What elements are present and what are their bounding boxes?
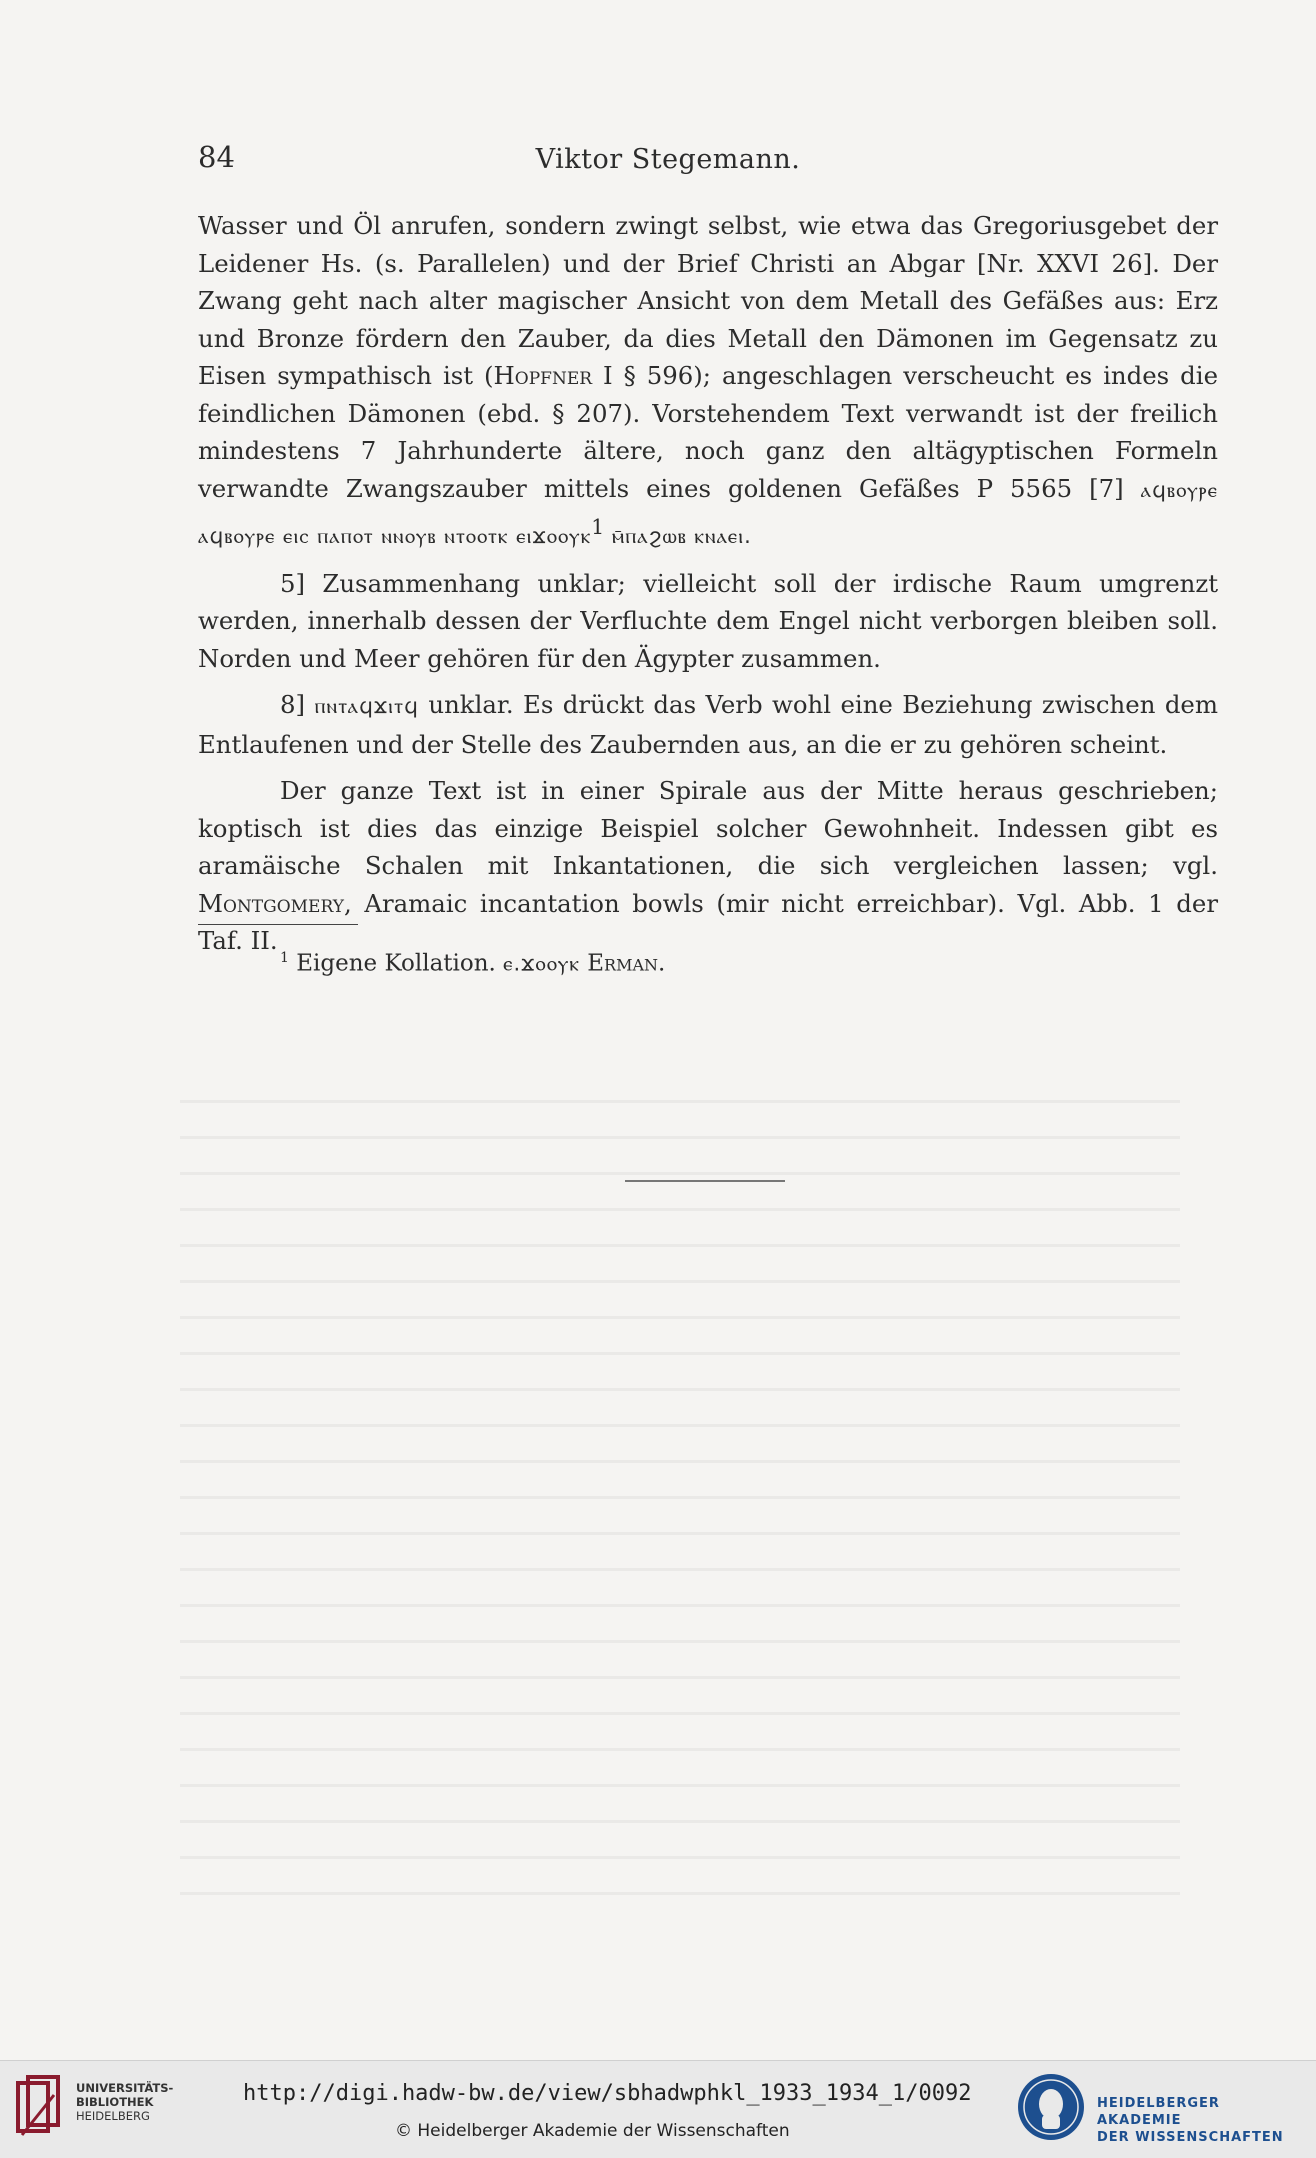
paragraph-1: [198, 207, 1218, 556]
permalink-url[interactable]: http://digi.hadw-bw.de/view/sbhadwphkl_1933_1934_1/0092: [243, 2081, 972, 2106]
p3-text: unklar. Es drückt das Verb wohl eine Beziehung zwischen dem Entlaufenen und der Stelle des Zaubernden aus, an die er zu gehören scheint.: [198, 690, 1218, 759]
ub-line-1: UNIVERSITÄTS-: [76, 2081, 174, 2095]
coptic-quote-end: ⲙ̄ⲡⲁϩⲱⲃ ⲕⲛⲁⲉⲓ.: [604, 524, 752, 549]
p1-text-b: I § 596); angeschlagen verscheucht es indes die feindlichen Dämonen (ebd. § 207). Vorstehendem Text verwandt ist der freilich mindestens 7 Jahrhunderte ältere, noch ganz den altägyptischen Formeln verwandte Zwangszauber mittels eines goldenen Gefäßes P 5565 [7]: [198, 361, 1219, 503]
p4-text-b: , Aramaic incantation bowls (mir nicht erreichbar). Vgl. Abb. 1 der Taf. II.: [198, 888, 1218, 956]
hadw-logo[interactable]: [1015, 2071, 1305, 2149]
ub-line-2: BIBLIOTHEK: [76, 2095, 154, 2109]
p1-text-a: Wasser und Öl anrufen, sondern zwingt selbst, wie etwa das Gregoriusgebet der Leidener Hs. (s. Parallelen) und der Brief Christi an Abgar [Nr. XXVI 26]. Der Zwang geht nach alter magischer Ansicht von dem Metall des Gefäßes aus: Erz und Bronze fördern den Zauber, da dies Metall den Dämonen im Gegensatz zu Eisen sympathisch ist (: [198, 211, 1218, 390]
hadw-line-2: DER WISSENSCHAFTEN: [1097, 2130, 1284, 2145]
academy-seal-icon: [1015, 2071, 1087, 2143]
ub-line-3: HEIDELBERG: [76, 2109, 150, 2123]
footnote-text: Eigene Kollation.: [288, 950, 504, 977]
page-header: [198, 140, 1138, 180]
footnote-divider: [198, 924, 358, 925]
page-number: 84: [198, 140, 235, 174]
running-title: Viktor Stegemann.: [535, 144, 801, 175]
p4-text-a: Der ganze Text ist in einer Spirale aus der Mitte heraus geschrieben; koptisch ist dies das einzige Beispiel solcher Gewohnheit. Indessen gibt es aramäische Schalen mit Inkantationen, die sich vergleichen lassen; vgl.: [198, 776, 1218, 881]
coptic-quote: ⲁϥⲃⲟⲩⲣⲉ ⲁϥⲃⲟⲩⲣⲉ ⲉⲓⲥ ⲡⲁⲡⲟⲧ ⲛⲛⲟⲩⲃ ⲛⲧⲟⲟⲧⲕ ⲉⲓϫⲟⲟⲩⲕ: [198, 477, 1218, 549]
ub-emblem-icon: [14, 2075, 64, 2141]
footnote: [280, 950, 665, 977]
ub-heidelberg-logo[interactable]: [14, 2075, 184, 2145]
p3-prefix: 8]: [280, 690, 315, 720]
paragraph-2: 5] Zusammenhang unklar; vielleicht soll der irdische Raum umgrenzt werden, innerhalb dessen der Verfluchte dem Engel nicht verborgen bleiben soll. Norden und Meer gehören für den Ägypter zusammen.: [198, 568, 1218, 673]
footnote-marker: 1: [591, 515, 605, 539]
footnote-coptic: ⲉ.ϫⲟⲟⲩⲕ: [503, 951, 580, 976]
coptic-term: ⲡⲛⲧⲁϥϫⲓⲧϥ: [314, 694, 419, 719]
bleed-through-rule: [625, 1180, 785, 1182]
viewer-footer: [0, 2060, 1316, 2158]
footnote-author: Erman.: [587, 950, 666, 977]
paragraph-3: [198, 686, 1218, 763]
body-text: [198, 207, 1218, 969]
copyright-notice: © Heidelberger Akademie der Wissenschaften: [395, 2121, 790, 2141]
hadw-line-1: HEIDELBERGER AKADEMIE: [1097, 2096, 1220, 2128]
hadw-logo-text: [1097, 2095, 1305, 2146]
author-montgomery: Montgomery: [198, 888, 344, 918]
paragraph-4: [198, 772, 1218, 960]
author-hopfner: Hopfner: [493, 361, 593, 390]
ub-logo-text: [76, 2081, 173, 2123]
footnote-number: 1: [280, 950, 289, 966]
bleed-through-texture: [180, 1100, 1180, 1900]
